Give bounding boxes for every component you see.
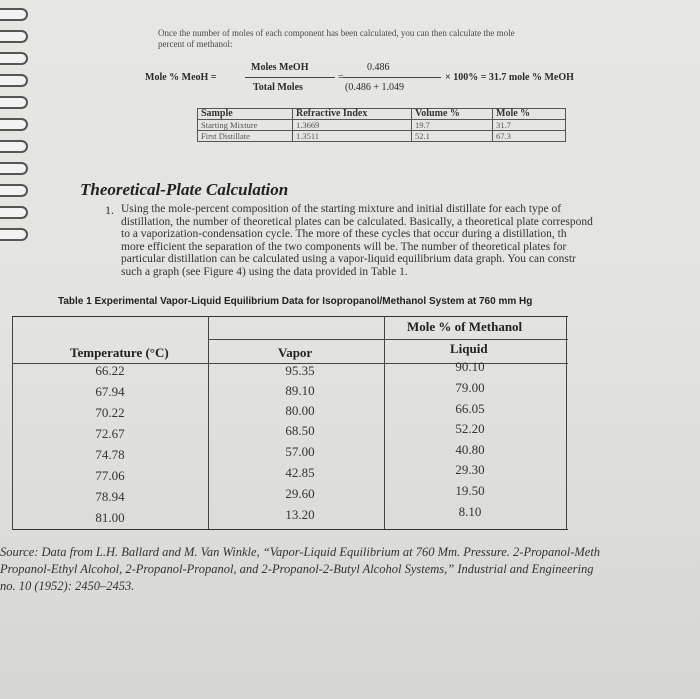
table-caption: Table 1 Experimental Vapor-Liquid Equilibrium Data for Isopropanol/Methanol System at 760 mm Hg	[58, 296, 533, 307]
formula-denominator: Total Moles	[253, 82, 303, 93]
table-cell: 79.00	[455, 380, 485, 395]
intro-paragraph	[158, 28, 678, 50]
table-row	[198, 131, 566, 142]
table-cell: 95.35	[285, 363, 315, 378]
binding-ring	[0, 140, 28, 153]
list-item-text	[121, 203, 700, 279]
table-cell: 19.50	[455, 483, 485, 498]
table-rule	[566, 317, 567, 529]
table-cell: 72.67	[95, 426, 125, 441]
table-cell: 68.50	[285, 423, 315, 438]
paragraph-line: Using the mole-percent composition of the starting mixture and initial distillate for each type of	[121, 203, 562, 215]
intro-line: percent of methanol:	[158, 39, 233, 49]
table-cell: 74.78	[95, 447, 125, 462]
table-cell: 31.7	[493, 120, 566, 131]
table-header: Mole %	[493, 109, 566, 120]
source-line: Propanol-Ethyl Alcohol, 2-Propanol-Propanol, and 2-Propanol-2-Butyl Alcohol Systems,” Industrial and Engineering	[0, 562, 594, 576]
binding-ring	[0, 228, 28, 241]
table-cell: 29.30	[455, 462, 485, 477]
binding-ring	[0, 184, 28, 197]
table-cell: 13.20	[285, 507, 315, 522]
section-title: Theoretical-Plate Calculation	[80, 180, 289, 199]
paragraph-line: particular distillation can be calculated using a vapor-liquid equilibrium data graph. You can constr	[121, 253, 576, 266]
paragraph-line: distillation, the number of theoretical plates can be calculated. Basically, a theoretical plate correspond	[121, 215, 593, 228]
table-rule	[384, 317, 385, 529]
table-header-row	[198, 109, 566, 120]
table-rule	[208, 317, 209, 529]
table-cell: 66.22	[95, 363, 125, 378]
table-cell: 67.3	[493, 131, 566, 142]
table-cell: 78.94	[95, 489, 125, 504]
table-cell: First Distillate	[198, 131, 293, 142]
table-cell: 52.1	[412, 131, 493, 142]
group-header: Mole % of Methanol	[407, 319, 523, 334]
table-cell: 80.00	[285, 403, 315, 418]
table-rule	[12, 317, 13, 529]
binding-ring	[0, 162, 28, 175]
spiral-binding	[0, 0, 30, 250]
table-cell: 8.10	[458, 504, 482, 519]
formula-numerator: Moles MeOH	[251, 62, 309, 73]
binding-ring	[0, 74, 28, 87]
summary-table	[197, 108, 566, 142]
table-header: Volume %	[412, 109, 493, 120]
formula-equals: =	[338, 72, 344, 83]
table-row	[198, 120, 566, 131]
fraction-bar	[245, 77, 335, 78]
table-cell: Starting Mixture	[198, 120, 293, 131]
table-header: Refractive Index	[293, 109, 412, 120]
table-cell: 67.94	[95, 384, 125, 399]
formula-lhs: Mole % MeoH =	[145, 72, 217, 83]
table-cell: 77.06	[95, 468, 125, 483]
vle-data-table	[12, 316, 568, 530]
formula-value-denominator: (0.486 + 1.049	[345, 82, 404, 93]
table-cell: 66.05	[455, 401, 485, 416]
table-cell: 29.60	[285, 486, 315, 501]
mole-percent-formula	[145, 60, 685, 100]
table-cell: 19.7	[412, 120, 493, 131]
table-cell: 81.00	[95, 510, 125, 525]
source-line: Source: Data from L.H. Ballard and M. Van Winkle, “Vapor-Liquid Equilibrium at 760 Mm. Pressure. 2-Propanol-Meth	[0, 545, 601, 559]
binding-ring	[0, 206, 28, 219]
table-header: Sample	[198, 109, 293, 120]
list-item-number: 1.	[105, 203, 114, 217]
intro-line: Once the number of moles of each component has been calculated, you can then calculate the mole	[158, 28, 515, 38]
formula-result: × 100% = 31.7 mole % MeOH	[445, 72, 574, 83]
table-cell: 42.85	[285, 465, 315, 480]
table-cell: 57.00	[285, 444, 315, 459]
table-cell: 90.10	[455, 359, 485, 374]
binding-ring	[0, 30, 28, 43]
table-cell: 40.80	[455, 442, 485, 457]
col-header-liquid: Liquid	[450, 341, 488, 356]
source-citation	[0, 544, 700, 595]
table-cell: 1.3669	[293, 120, 412, 131]
source-line: no. 10 (1952): 2450–2453.	[0, 579, 135, 593]
formula-value-numerator: 0.486	[367, 62, 390, 73]
table-cell: 89.10	[285, 383, 315, 398]
paragraph-line: to a vaporization-condensation cycle. The more of these cycles that occur during a distillation, th	[121, 228, 567, 241]
binding-ring	[0, 52, 28, 65]
table-cell: 52.20	[455, 421, 485, 436]
paragraph-line: more efficient the separation of the two components will be. The number of theoretical plates for	[121, 240, 567, 253]
paragraph-line: such a graph (see Figure 4) using the data provided in Table 1.	[121, 265, 408, 278]
col-header-temperature: Temperature (°C)	[70, 345, 169, 360]
fraction-bar	[343, 77, 441, 78]
table-rule	[208, 339, 568, 340]
col-header-vapor: Vapor	[278, 345, 313, 360]
binding-ring	[0, 118, 28, 131]
table-cell: 1.3511	[293, 131, 412, 142]
binding-ring	[0, 8, 28, 21]
binding-ring	[0, 96, 28, 109]
table-cell: 70.22	[95, 405, 125, 420]
